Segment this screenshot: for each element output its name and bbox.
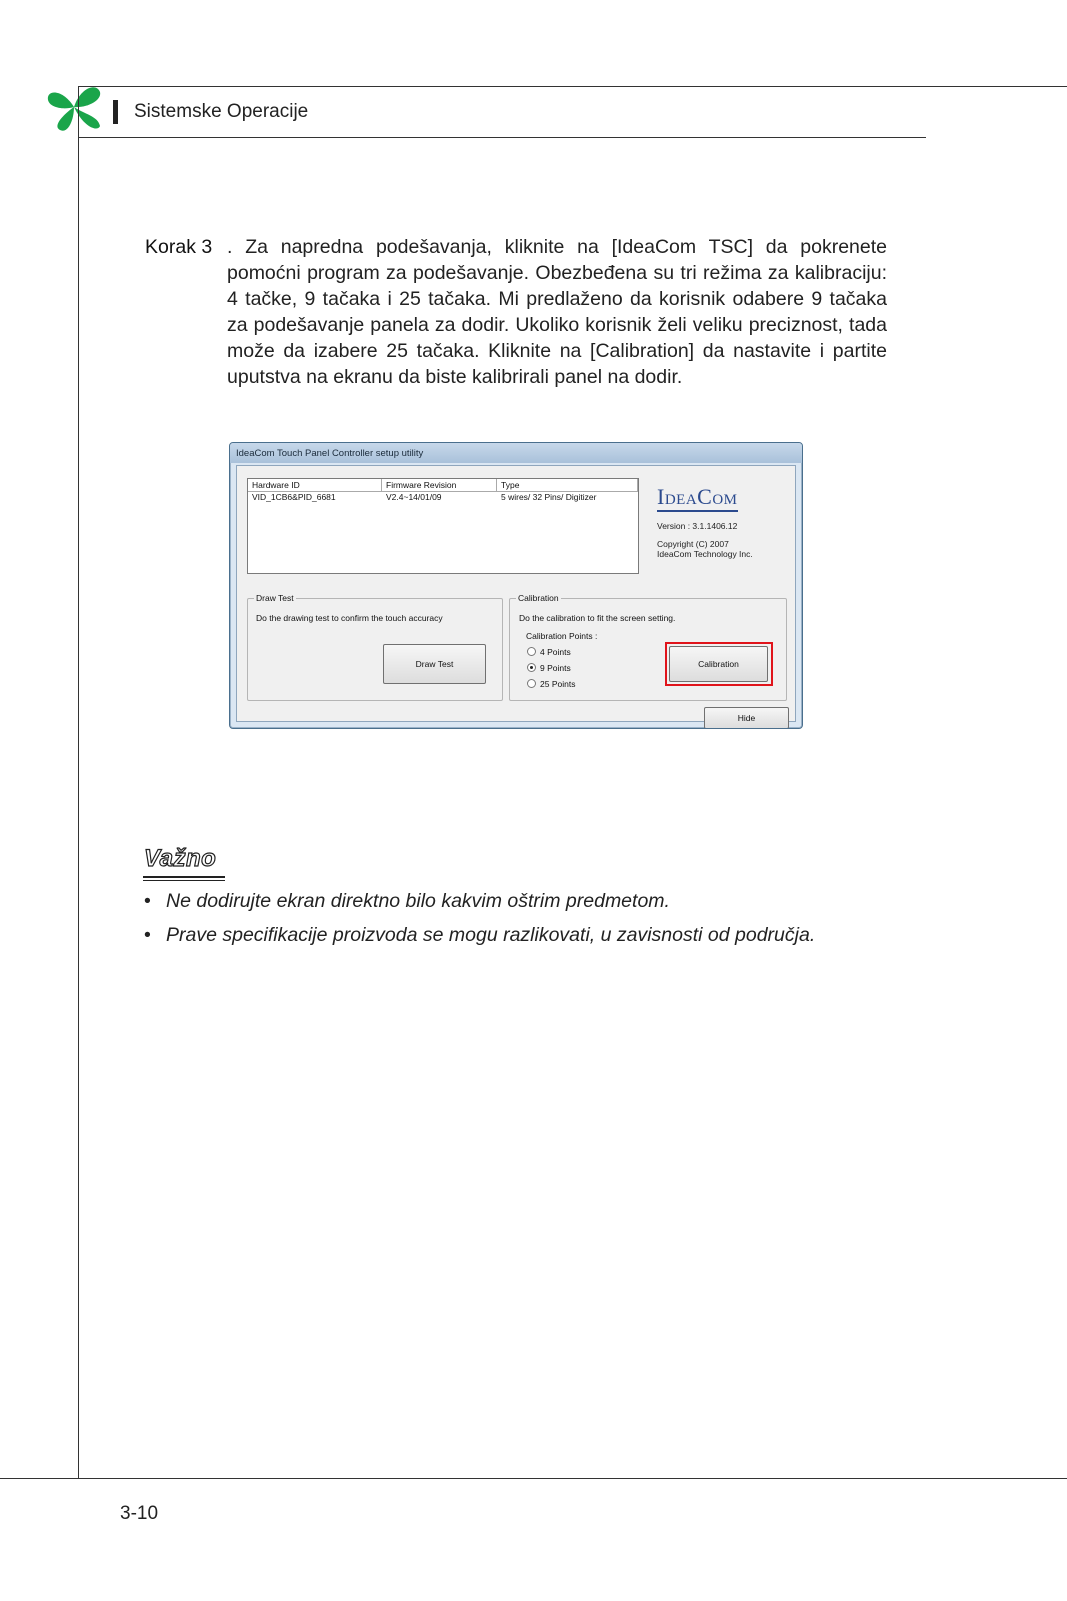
radio-9-points[interactable]: 9 Points [527,663,571,673]
col-firmware-revision[interactable]: Firmware Revision [382,479,497,492]
draw-test-group-label: Draw Test [256,593,294,603]
col-hardware-id[interactable]: Hardware ID [248,479,382,492]
calibration-points-label: Calibration Points : [526,631,598,641]
cell-firmware-revision[interactable]: V2.4~14/01/09 [386,492,442,502]
copyright-text: Copyright (C) 2007 IdeaCom Technology Inc. [657,539,753,559]
draw-test-button[interactable]: Draw Test [383,644,486,684]
col-type[interactable]: Type [497,479,638,492]
radio-4-points[interactable]: 4 Points [527,647,571,657]
ideacom-brand [657,484,772,559]
important-underline-thin [143,880,225,881]
calibration-group [509,593,787,701]
draw-test-group [247,593,503,701]
dialog-title: IdeaCom Touch Panel Controller setup utility [236,448,424,459]
margin-rule [78,86,79,1479]
ideacom-logo: IDEACOM [657,484,738,512]
version-text: Version : 3.1.1406.12 [657,521,738,531]
note-item: • Prave specifikacije proizvoda se mogu razlikovati, u zavisnosti od područja. [144,924,816,946]
radio-25-points[interactable]: 25 Points [527,679,575,689]
draw-test-description: Do the drawing test to confirm the touch accuracy [256,613,443,623]
clover-logo-icon [44,80,104,134]
note-item: • Ne dodirujte ekran direktno bilo kakvim oštrim predmetom. [144,890,670,912]
cell-type[interactable]: 5 wires/ 32 Pins/ Digitizer [501,492,597,502]
header-rule-bottom [78,137,926,138]
device-table [247,478,639,574]
important-heading: Važno [144,845,217,872]
calibration-description: Do the calibration to fit the screen setting. [519,613,676,623]
calibration-button[interactable]: Calibration [669,646,768,682]
header-rule-top [78,86,1067,87]
calibration-group-label: Calibration [518,593,559,603]
section-title: Sistemske Operacije [134,101,309,122]
step-text: . Za napredna podešavanja, kliknite na [IdeaCom TSC] da pokrenete pomoćni program za podešavanje. Obezbeđena su tri režima za kalibraciju: 4 tačke, 9 tačaka i 25 tačaka. Mi predlaženo da korisnik odabere 9 tačaka za podešavanje panela za dodir. Ukoliko korisnik želi veliku preciznost, tada može da izabere 25 tačaka. Kliknite na [Calibration] da nastavite i partite uputstva na ekranu da biste kalibrirali panel na dodir. [227,236,887,388]
footer-rule [0,1478,1067,1479]
setup-utility-dialog [229,442,803,729]
cell-hardware-id[interactable]: VID_1CB6&PID_6681 [252,492,336,502]
hide-button[interactable]: Hide [704,707,789,729]
step-label: Korak 3 [145,236,213,258]
dialog-titlebar [230,443,802,463]
step-paragraph [145,234,887,390]
header-bar [113,100,118,124]
page-number: 3-10 [120,1503,159,1524]
important-underline [143,876,225,878]
dialog-body [236,465,796,722]
